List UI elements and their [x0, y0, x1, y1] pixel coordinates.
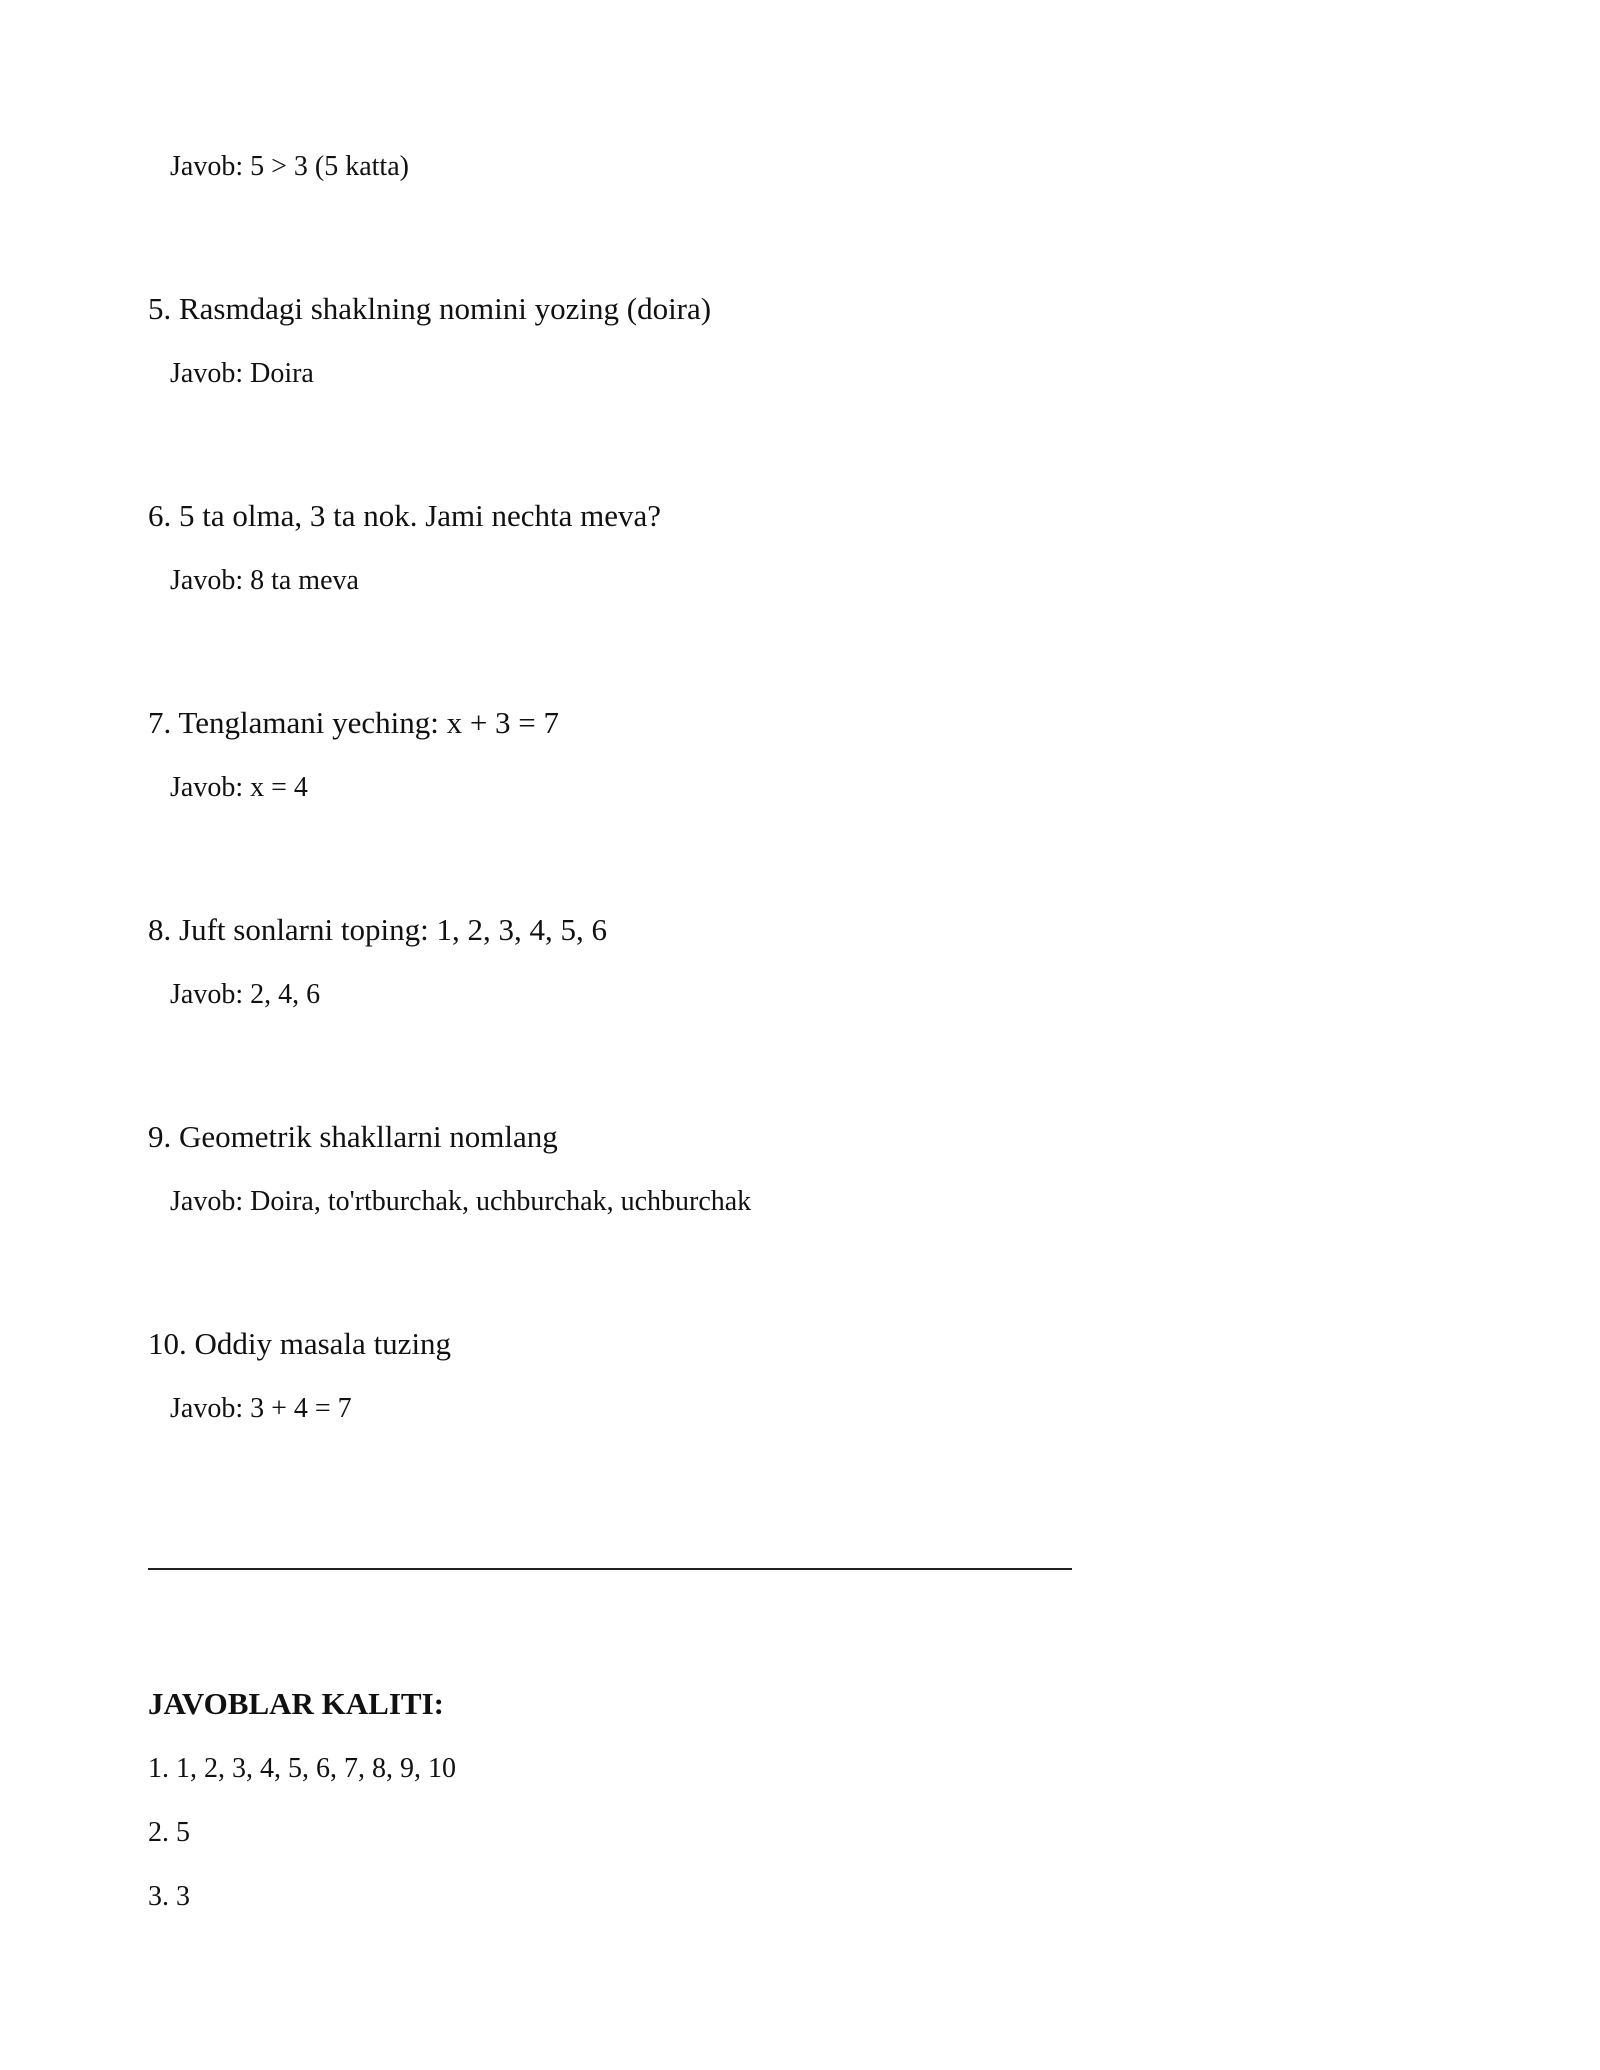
answer-4: Javob: 5 > 3 (5 katta) [170, 151, 409, 182]
question-10: 10. Oddiy masala tuzing [148, 1326, 452, 1361]
answer-8: Javob: 2, 4, 6 [170, 979, 321, 1010]
question-7: 7. Tenglamani yeching: x + 3 = 7 [148, 705, 560, 740]
question-6: 6. 5 ta olma, 3 ta nok. Jami nechta meva? [148, 498, 662, 533]
answer-9: Javob: Doira, to'rtburchak, uchburchak, uchburchak [170, 1186, 752, 1217]
answer-7: Javob: x = 4 [170, 772, 308, 803]
question-9: 9. Geometrik shakllarni nomlang [148, 1119, 558, 1154]
question-5: 5. Rasmdagi shaklning nomini yozing (doira) [148, 291, 712, 326]
answer-key-item-2: 2. 5 [148, 1817, 190, 1848]
answer-6: Javob: 8 ta meva [170, 565, 359, 596]
answer-key-item-1: 1. 1, 2, 3, 4, 5, 6, 7, 8, 9, 10 [148, 1753, 456, 1784]
answer-key-title: JAVOBLAR KALITI: [148, 1686, 444, 1721]
section-divider [148, 1568, 1072, 1570]
question-8: 8. Juft sonlarni toping: 1, 2, 3, 4, 5, 6 [148, 912, 607, 947]
answer-10: Javob: 3 + 4 = 7 [170, 1393, 352, 1424]
answer-5: Javob: Doira [170, 358, 314, 389]
answer-key-item-3: 3. 3 [148, 1881, 190, 1912]
